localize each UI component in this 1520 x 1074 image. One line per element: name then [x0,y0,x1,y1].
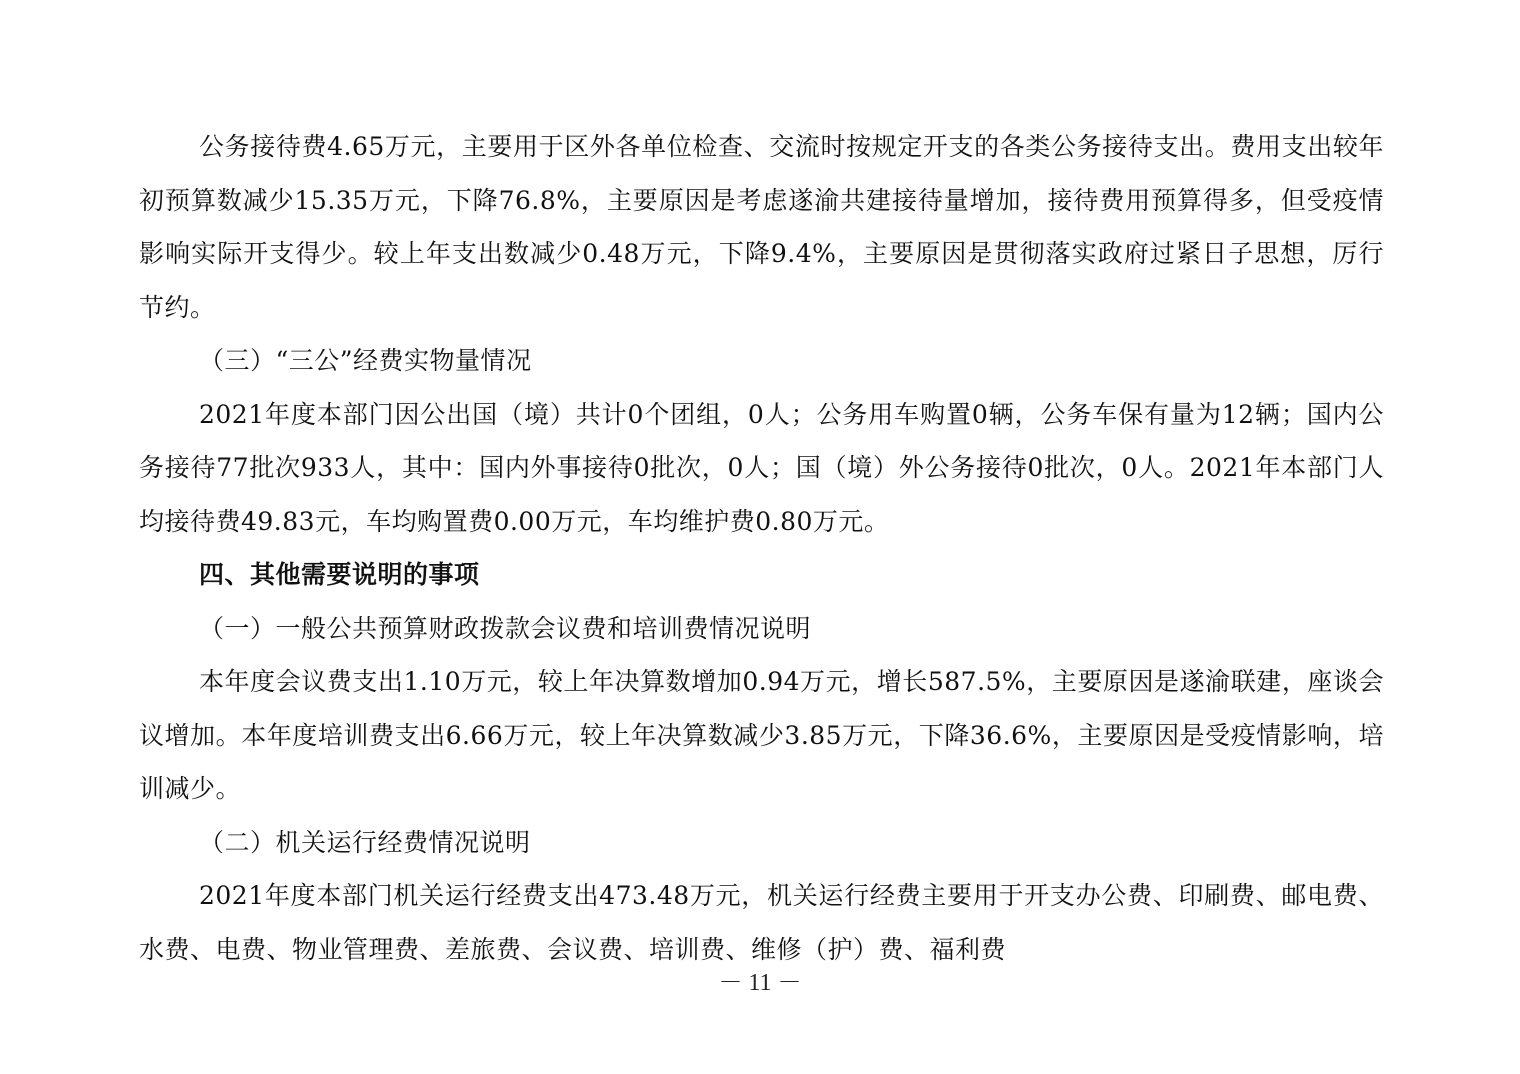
subheading-meeting-training: （一）一般公共预算财政拨款会议费和培训费情况说明 [199,613,812,643]
paragraph-reception-expenses: 公务接待费4.65万元，主要用于区外各单位检查、交流时按规定开支的各类公务接待支出。费用支出较年初预算数减少15.35万元，下降76.8%，主要原因是考虑遂渝共建接待量增加，接待费用预算得多，但受疫情影响实际开支得少。较上年支出数减少0.48万元，下降9.4%，主要原因是贯彻落实政府过紧日子思想，厉行节约。 [139,132,1384,322]
paragraph-physical-quantities: 2021年度本部门因公出国（境）共计0个团组，0人；公务用车购置0辆，公务车保有量为12辆；国内公务接待77批次933人，其中：国内外事接待0批次，0人；国（境）外公务接待0批次，0人。2021年本部门人均接待费49.83元，车均购置费0.00万元，车均维护费0.80万元。 [139,399,1384,536]
page-number: － 11 － [718,970,802,996]
subheading-operating-expenses: （二）机关运行经费情况说明 [199,827,531,857]
document-body [139,120,1384,976]
paragraph-operating-expenses: 2021年度本部门机关运行经费支出473.48万元，机关运行经费主要用于开支办公费、印刷费、邮电费、水费、电费、物业管理费、差旅费、会议费、培训费、维修（护）费、福利费 [139,881,1384,964]
paragraph-meeting-training: 本年度会议费支出1.10万元，较上年决算数增加0.94万元，增长587.5%，主要原因是遂渝联建，座谈会议增加。本年度培训费支出6.66万元，较上年决算数减少3.85万元，下降36.6%，主要原因是受疫情影响，培训减少。 [139,667,1384,803]
subheading-physical-quantities: （三）“三公”经费实物量情况 [199,346,532,375]
heading-other-matters: 四、其他需要说明的事项 [199,560,480,589]
